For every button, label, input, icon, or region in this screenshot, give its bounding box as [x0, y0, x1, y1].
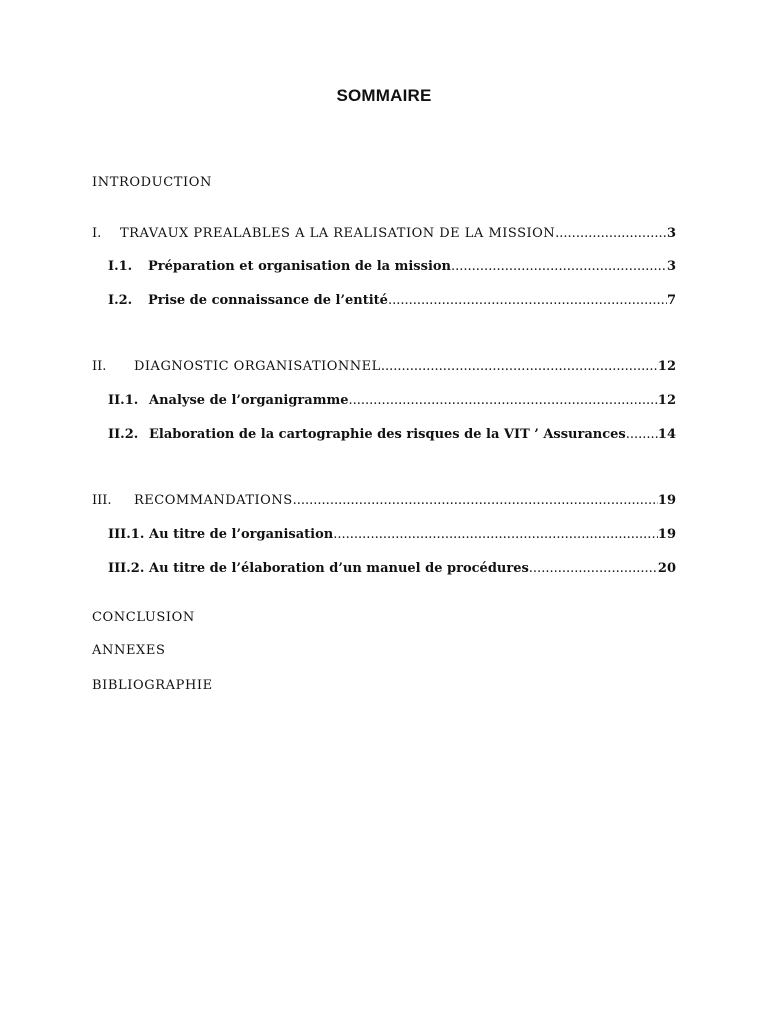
toc-entry-page: 20	[657, 561, 676, 576]
toc-entry-subsection-2-1	[108, 392, 676, 410]
toc-entry-label: Préparation et organisation de la mission	[148, 259, 451, 274]
toc-entry-number: II.2.	[108, 427, 139, 442]
toc-entry-subsection-2-2	[108, 426, 676, 444]
toc-entry-page: 3	[666, 226, 676, 241]
toc-entry-subsection-3-2	[108, 560, 676, 578]
toc-entry-page: 19	[657, 527, 676, 542]
toc-entry-section-1	[92, 225, 676, 243]
toc-introduction: INTRODUCTION	[92, 175, 212, 190]
toc-annexes: ANNEXES	[92, 643, 166, 658]
toc-entry-label: TRAVAUX PREALABLES A LA REALISATION DE LA MISSION	[120, 226, 556, 241]
toc-entry-number: I.2.	[108, 293, 133, 308]
dot-leader	[529, 560, 658, 578]
toc-entry-number: II.	[92, 359, 107, 374]
toc-entry-section-3	[92, 492, 676, 510]
toc-entry-section-2	[92, 358, 676, 376]
toc-entry-label: Au titre de l’élaboration d’un manuel de procédures	[149, 561, 529, 576]
toc-entry-page: 7	[666, 293, 676, 308]
toc-entry-number: I.	[92, 226, 102, 241]
toc-entry-number: II.1.	[108, 393, 139, 408]
toc-entry-number: III.	[92, 493, 112, 508]
dot-leader	[626, 426, 658, 444]
toc-entry-page: 19	[657, 493, 676, 508]
toc-entry-subsection-1-2	[108, 292, 676, 310]
dot-leader	[349, 392, 658, 410]
toc-conclusion: CONCLUSION	[92, 610, 195, 625]
toc-entry-subsection-3-1	[108, 526, 676, 544]
toc-entry-label: Prise de connaissance de l’entité	[148, 293, 388, 308]
toc-entry-number: III.2.	[108, 561, 145, 576]
dot-leader	[388, 292, 667, 310]
toc-entry-label: Elaboration de la cartographie des risques de la VIT ’ Assurances	[149, 427, 626, 442]
dot-leader	[333, 526, 658, 544]
dot-leader	[293, 492, 658, 510]
dot-leader	[555, 225, 667, 243]
toc-bibliographie: BIBLIOGRAPHIE	[92, 678, 213, 693]
toc-entry-subsection-1-1	[108, 258, 676, 276]
toc-entry-number: I.1.	[108, 259, 133, 274]
toc-entry-label: RECOMMANDATIONS	[134, 493, 293, 508]
toc-entry-page: 12	[657, 393, 676, 408]
dot-leader	[381, 358, 658, 376]
toc-entry-label: DIAGNOSTIC ORGANISATIONNEL	[134, 359, 381, 374]
toc-entry-page: 14	[657, 427, 676, 442]
toc-entry-page: 12	[657, 359, 676, 374]
toc-entry-number: III.1.	[108, 527, 145, 542]
toc-entry-label: Au titre de l’organisation	[149, 527, 334, 542]
toc-entry-page: 3	[666, 259, 676, 274]
toc-entry-label: Analyse de l’organigramme	[149, 393, 349, 408]
dot-leader	[451, 258, 667, 276]
page-title: SOMMAIRE	[336, 86, 432, 105]
